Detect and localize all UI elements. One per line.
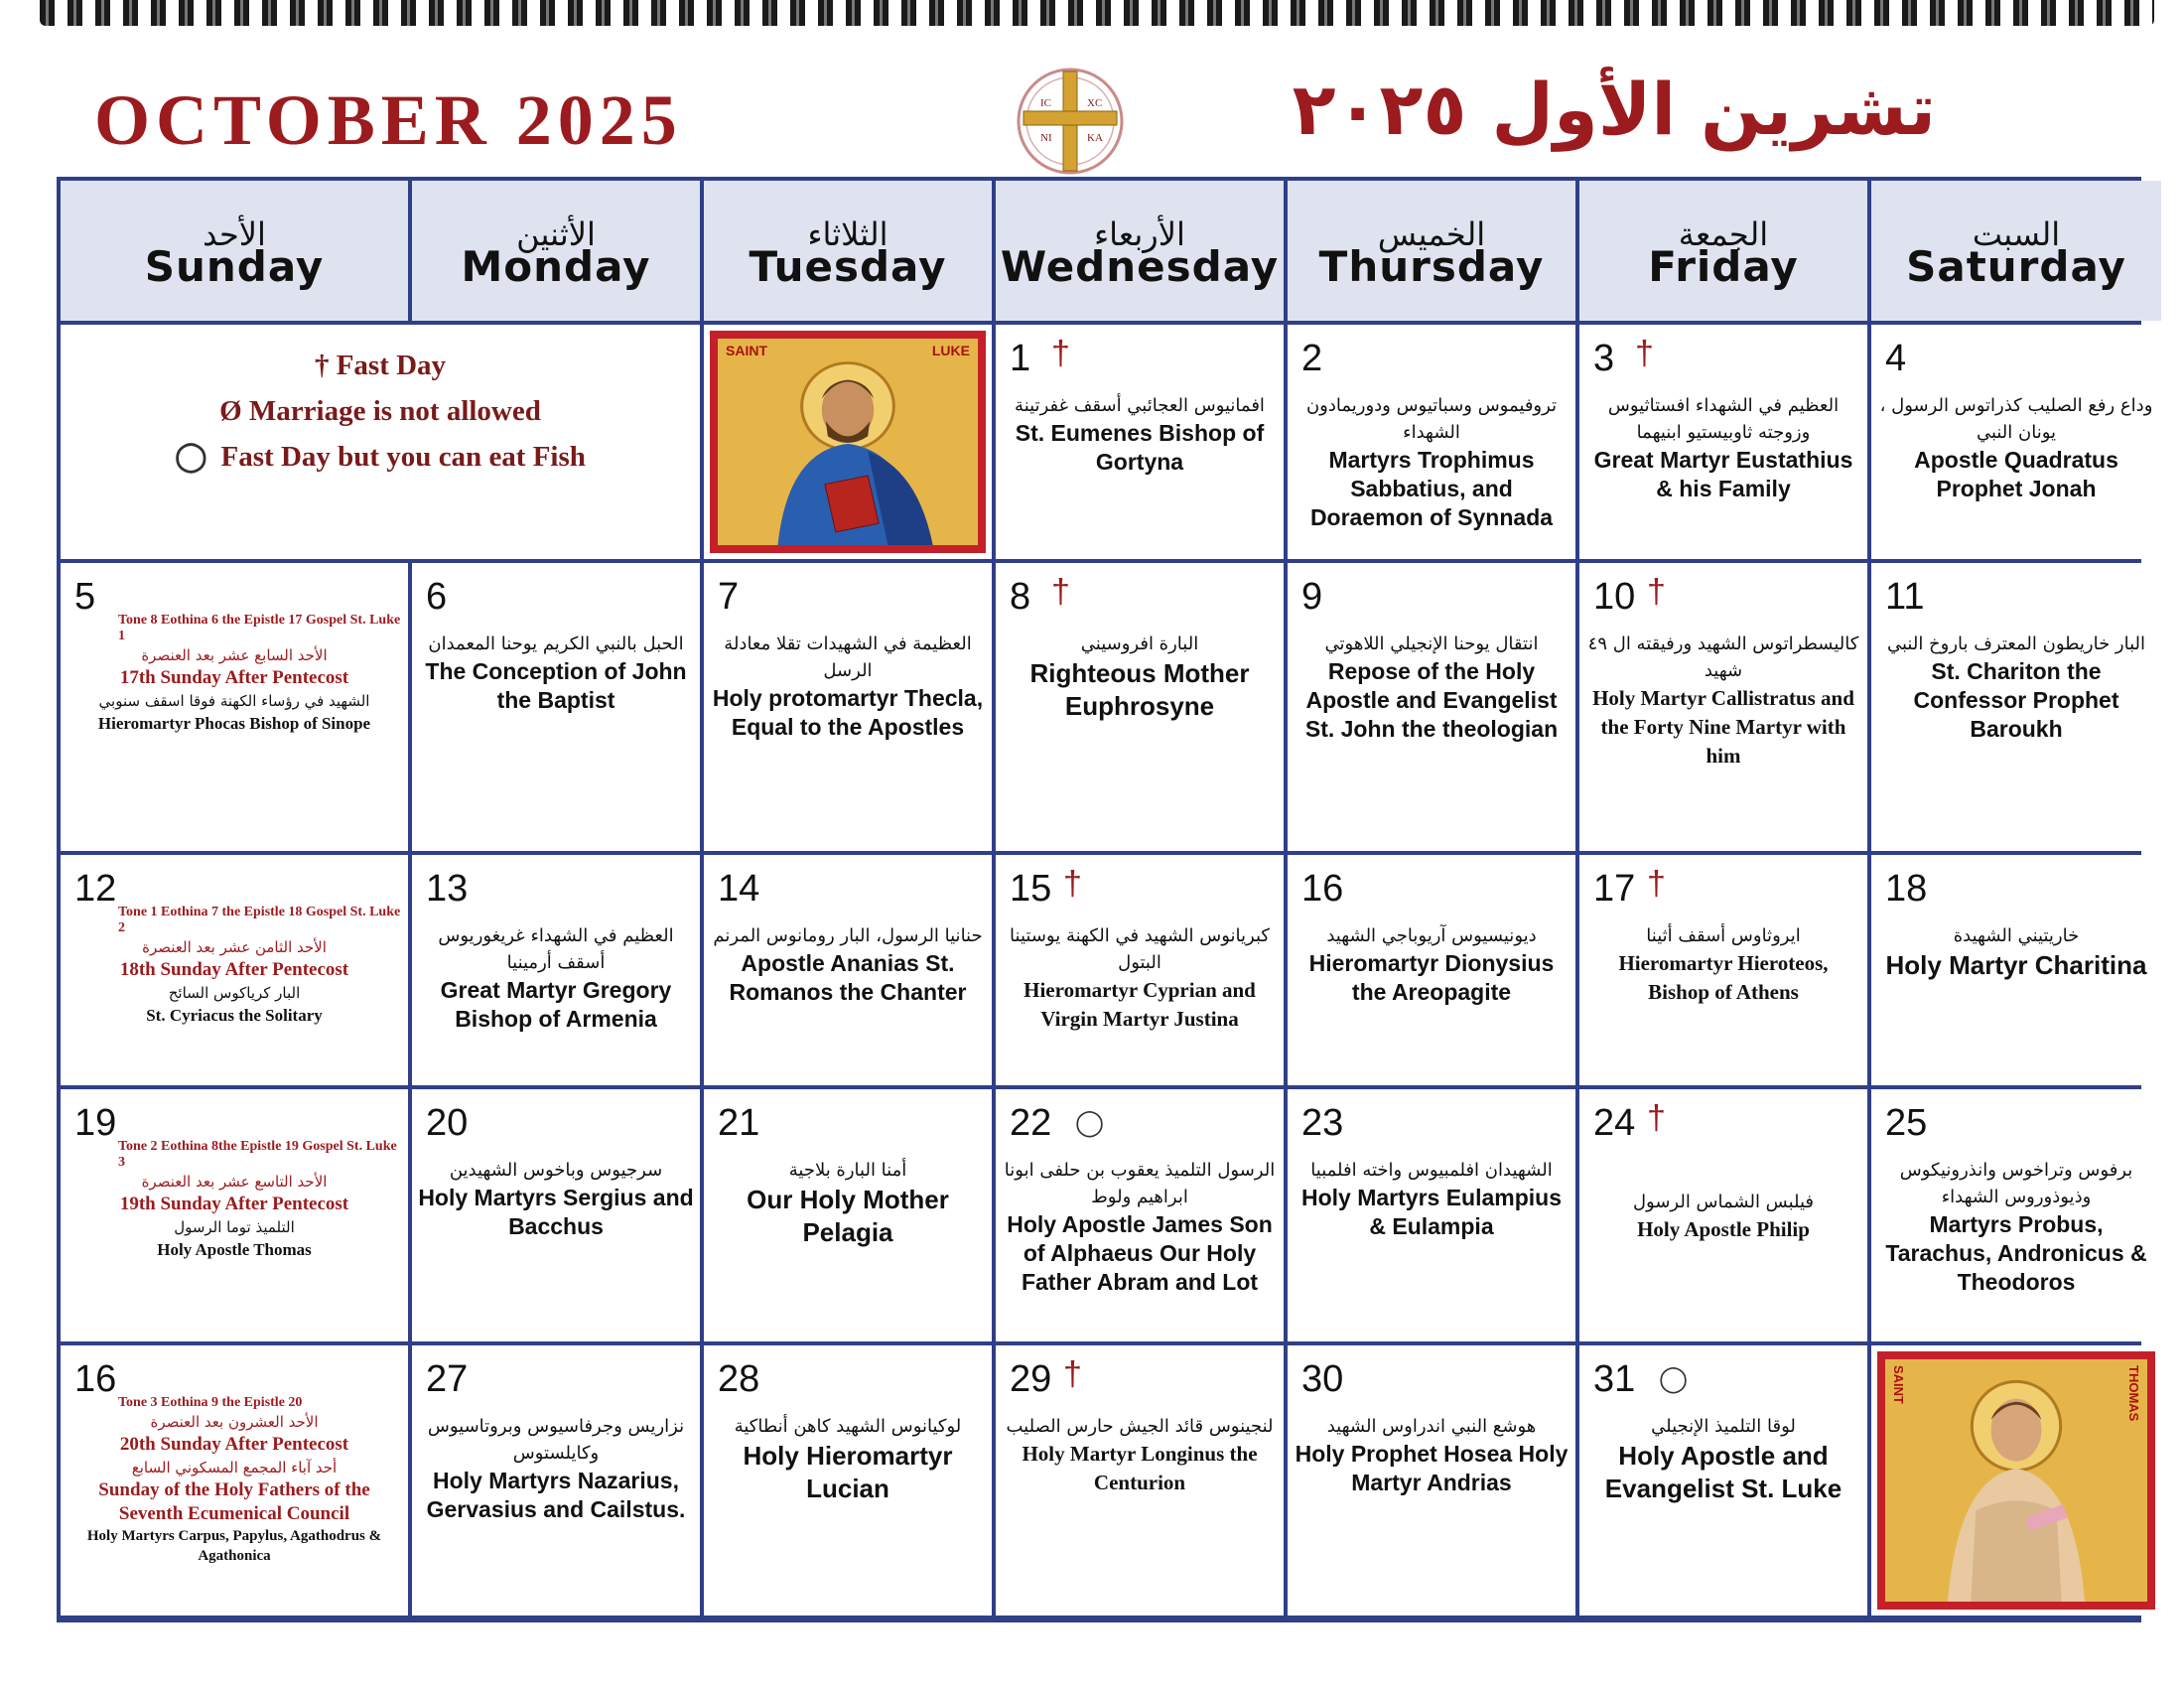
day-english: Holy Apostle and Evangelist St. Luke [1604, 1441, 1843, 1503]
day-english: Hieromartyr Hieroteos, Bishop of Athens [1618, 951, 1829, 1004]
weekday-english: Tuesday [749, 241, 947, 291]
day-cell[interactable] [1579, 1345, 1867, 1616]
day-arabic: كاليسطراتوس الشهيد ورفيقته ال ٤٩ شهيد [1587, 633, 1859, 681]
day-english: Martyrs Probus, Tarachus, Andronicus & Theodoros [1885, 1211, 2147, 1295]
icon-caption: SAINT [726, 343, 767, 358]
emblem-letter: KA [1087, 132, 1103, 144]
day-arabic: تروفيموس وسباتيوس ودوريمادون الشهداء [1305, 395, 1558, 443]
day-english: The Conception of John the Baptist [425, 658, 687, 713]
day-number: 24 [1593, 1102, 1636, 1144]
weekday-arabic: الأثنين [516, 214, 596, 253]
day-english: Holy Martyrs Nazarius, Gervasius and Cailstus. [426, 1468, 686, 1522]
saint-thomas-icon [1871, 1345, 2161, 1616]
sunday-readings: Tone 3 Eothina 9 the Epistle 20 [118, 1395, 303, 1410]
day-number: 14 [718, 868, 760, 910]
legend-box [61, 325, 700, 559]
day-number: 18 [1885, 868, 1928, 910]
day-cell[interactable] [1871, 563, 2161, 851]
weekday-english: Thursday [1318, 241, 1545, 291]
sunday-title: 20th Sunday After Pentecost [119, 1434, 349, 1455]
day-english: Righteous Mother Euphrosyne [1029, 658, 1250, 721]
sunday-cell[interactable] [61, 563, 408, 851]
day-english: Apostle Quadratus Prophet Jonah [1914, 447, 2118, 501]
day-number: 7 [718, 576, 740, 618]
day-english: St. Cyriacus the Solitary [146, 1006, 323, 1025]
day-cell[interactable] [1871, 1089, 2161, 1341]
day-arabic: فيلبس الشماس الرسول [1632, 1192, 1815, 1212]
sunday-title: 18th Sunday After Pentecost [119, 959, 349, 980]
legend-fish [90, 434, 670, 480]
day-arabic: هوشع النبي اندراوس الشهيد [1326, 1416, 1537, 1437]
day-number: 23 [1301, 1102, 1344, 1144]
weekday-header [996, 181, 1284, 321]
day-number: 16 [74, 1358, 117, 1400]
day-cell[interactable] [704, 1089, 992, 1341]
day-number: 21 [718, 1102, 760, 1144]
day-english: Holy Prophet Hosea Holy Martyr Andrias [1295, 1441, 1569, 1495]
day-number: 11 [1885, 576, 1925, 618]
day-arabic: ايروثاوس أسقف أثينا [1646, 925, 1801, 946]
weekday-arabic: السبت [1972, 214, 2061, 253]
day-english: Holy Martyr Charitina [1885, 950, 2147, 980]
day-cell[interactable] [996, 1089, 1284, 1341]
month-title-arabic: تشرين الأول ٢٠٢٥ [1292, 68, 1936, 151]
fast-cross-icon: † [1635, 335, 1654, 372]
day-cell[interactable] [1288, 325, 1575, 559]
weekday-arabic: الخميس [1377, 214, 1486, 253]
day-number: 10 [1593, 576, 1636, 618]
day-cell[interactable] [996, 563, 1284, 851]
weekday-arabic: الجمعة [1678, 214, 1769, 253]
sunday-arabic-title: الأحد السابع عشر بعد العنصرة [141, 646, 328, 664]
day-arabic: سرجيوس وباخوس الشهيدين [449, 1160, 663, 1181]
sunday-title: 17th Sunday After Pentecost [119, 667, 349, 688]
sunday-cell[interactable] [61, 1345, 408, 1616]
day-arabic: لنجينوس قائد الجيش حارس الصليب [1006, 1416, 1274, 1437]
sunday-readings: Tone 8 Eothina 6 the Epistle 17 Gospel St. Luke 1 [118, 613, 401, 643]
day-number: 17 [1593, 868, 1636, 910]
day-english: Martyrs Trophimus Sabbatius, and Doraemon of Synnada [1309, 447, 1554, 530]
day-number: 22 [1010, 1102, 1052, 1144]
day-number: 12 [74, 868, 117, 910]
day-cell[interactable] [1288, 1345, 1575, 1616]
day-english: Holy Hieromartyr Lucian [743, 1441, 953, 1503]
sunday-cell[interactable] [61, 855, 408, 1085]
day-cell[interactable] [1579, 325, 1867, 559]
day-arabic: انتقال يوحنا الإنجيلي اللاهوتي [1324, 633, 1539, 654]
weekday-header [1871, 181, 2161, 321]
emblem-letter: IC [1040, 97, 1051, 109]
day-arabic: خاريتيني الشهيدة [1953, 925, 2080, 946]
weekday-english: Saturday [1906, 241, 2126, 291]
day-english: Holy protomartyr Thecla, Equal to the Apostles [712, 685, 984, 740]
day-number: 4 [1885, 338, 1907, 379]
day-arabic: العظيمة في الشهيدات تقلا معادلة الرسل [724, 633, 972, 681]
day-cell[interactable] [1579, 563, 1867, 851]
day-number: 31 [1593, 1358, 1636, 1400]
day-arabic: كبريانوس الشهيد في الكهنة يوستينا البتول [1010, 925, 1270, 973]
day-cell[interactable] [704, 1345, 992, 1616]
sunday-arabic-title: الأحد التاسع عشر بعد العنصرة [141, 1173, 328, 1191]
day-english: Holy Martyrs Eulampius & Eulampia [1300, 1185, 1563, 1239]
fast-cross-icon: † [1063, 1355, 1082, 1393]
day-english: St. Eumenes Bishop of Gortyna [1015, 420, 1265, 475]
day-cell[interactable] [1288, 563, 1575, 851]
weekday-header [1579, 181, 1867, 321]
sunday-arabic-title: الأحد الثامن عشر بعد العنصرة [142, 938, 327, 956]
day-number: 6 [426, 576, 448, 618]
day-number: 28 [718, 1358, 760, 1400]
emblem-letter: XC [1087, 97, 1103, 109]
weekday-arabic: الأحد [203, 214, 266, 253]
weekday-english: Sunday [144, 241, 325, 291]
fast-cross-icon: † [1063, 865, 1082, 903]
day-arabic: الرسول التلميذ يعقوب بن حلفى ابونا ابراهيم ولوط [1004, 1160, 1276, 1207]
day-english: Holy Martyr Callistratus and the Forty Nine Martyr with him [1592, 686, 1854, 768]
weekday-header [704, 181, 992, 321]
icon-caption: SAINT [1891, 1365, 1906, 1404]
day-arabic: التلميذ توما الرسول [174, 1218, 295, 1236]
weekday-english: Wednesday [1000, 241, 1280, 291]
day-number: 20 [426, 1102, 469, 1144]
day-number: 8 [1010, 576, 1031, 618]
day-arabic: البار خاريطون المعترف باروخ النبي [1886, 633, 2146, 654]
day-number: 25 [1885, 1102, 1928, 1144]
day-number: 2 [1301, 338, 1323, 379]
day-number: 27 [426, 1358, 469, 1400]
fast-cross-icon: † [1051, 573, 1070, 611]
day-number: 16 [1301, 868, 1344, 910]
icon-caption: LUKE [931, 343, 970, 358]
day-arabic: حنانيا الرسول، البار رومانوس المرنم [713, 925, 983, 946]
day-english: Holy Apostle Philip [1637, 1217, 1810, 1241]
weekday-header [412, 181, 700, 321]
day-english: Holy Apostle James Son of Alphaeus Our Holy Father Abram and Lot [1007, 1211, 1273, 1295]
day-number: 29 [1010, 1358, 1052, 1400]
icon-caption: THOMAS [2126, 1365, 2141, 1422]
day-english: Hieromartyr Cyprian and Virgin Martyr Justina [1024, 978, 1256, 1031]
day-arabic: العظيم في الشهداء افستاثيوس وزوجته ثاوبيستيو ابنيهما [1607, 395, 1840, 443]
day-english: Apostle Ananias St. Romanos the Chanter [729, 950, 967, 1005]
day-cell[interactable] [412, 855, 700, 1085]
legend-fast-day: † Fast Day [314, 350, 447, 381]
emblem-letter: NI [1040, 132, 1052, 144]
day-arabic: البارة افروسيني [1080, 633, 1199, 654]
fast-cross-icon: † [1647, 573, 1666, 611]
day-number: 30 [1301, 1358, 1344, 1400]
day-arabic: نزاريس وجرفاسيوس وبروتاسيوس وكايلستوس [427, 1416, 685, 1464]
spiral-binding [40, 0, 2154, 26]
weekday-header [61, 181, 408, 321]
day-english: Holy Martyr Longinus the Centurion [1022, 1442, 1258, 1494]
day-arabic: لوقا التلميذ الإنجيلي [1651, 1416, 1796, 1437]
sunday-cell[interactable] [61, 1089, 408, 1341]
weekday-arabic: الثلاثاء [807, 214, 888, 253]
day-arabic: البار كرياكوس السائح [168, 984, 301, 1002]
day-number: 3 [1593, 338, 1615, 379]
day-arabic: أمنا البارة بلاجية [788, 1160, 907, 1181]
day-english: Hieromartyr Dionysius the Areopagite [1308, 950, 1555, 1005]
day-arabic: الشهيد في رؤساء الكهنة فوقا اسقف سنوبي [98, 692, 370, 710]
weekday-header [1288, 181, 1575, 321]
day-number: 19 [74, 1102, 117, 1144]
day-cell[interactable] [1288, 1089, 1575, 1341]
day-english: Great Martyr Eustathius & his Family [1593, 447, 1853, 501]
day-cell[interactable] [412, 1089, 700, 1341]
cross-emblem-icon [996, 62, 1145, 181]
day-arabic: وداع رفع الصليب كذراتوس الرسول ، يونان النبي [1879, 395, 2153, 443]
day-cell[interactable] [1871, 855, 2161, 1085]
fast-cross-icon: † [1051, 335, 1070, 372]
day-number: 15 [1010, 868, 1052, 910]
day-cell[interactable] [996, 1345, 1284, 1616]
day-number: 9 [1301, 576, 1323, 618]
day-cell[interactable] [704, 855, 992, 1085]
sunday-arabic-feast: أحد آباء المجمع المسكوني السابع [131, 1459, 338, 1477]
day-cell[interactable] [412, 563, 700, 851]
day-arabic: الحبل بالنبي الكريم يوحنا المعمدان [428, 633, 684, 654]
day-cell[interactable] [1579, 855, 1867, 1085]
weekday-arabic: الأربعاء [1094, 214, 1185, 253]
day-arabic: برفوس وتراخوس وانذرونيكوس وذيوذوروس الشهداء [1899, 1160, 2133, 1207]
sunday-feast: Sunday of the Holy Fathers of the Seventh Ecumenical Council [98, 1479, 370, 1524]
fast-cross-icon: † [1647, 865, 1666, 903]
calendar-grid [57, 177, 2153, 1622]
day-english: Holy Apostle Thomas [157, 1240, 312, 1259]
legend-fish-text: Fast Day but you can eat Fish [220, 441, 586, 473]
saint-luke-icon [704, 325, 992, 559]
day-cell[interactable] [704, 563, 992, 851]
day-english: Great Martyr Gregory Bishop of Armenia [440, 977, 672, 1032]
fast-cross-icon: † [1647, 1099, 1666, 1137]
day-english: Hieromartyr Phocas Bishop of Sinope [97, 714, 371, 733]
legend-marriage: Ø Marriage is not allowed [219, 395, 541, 427]
day-arabic: لوكيانوس الشهيد كاهن أنطاكية [734, 1416, 962, 1437]
day-cell[interactable] [1871, 325, 2161, 559]
day-cell[interactable] [996, 325, 1284, 559]
day-english: Holy Martyrs Carpus, Papylus, Agathodrus & Agathonica [86, 1528, 382, 1564]
day-arabic: افمانيوس العجائبي أسقف غفرتينة [1015, 395, 1265, 416]
day-english: Our Holy Mother Pelagia [747, 1185, 949, 1247]
day-arabic: العظيم في الشهداء غريغوريوس أسقف أرمينيا [438, 925, 674, 973]
day-cell[interactable] [1579, 1089, 1867, 1341]
day-number: 1 [1010, 338, 1031, 379]
day-english: Repose of the Holy Apostle and Evangelist St. John the theologian [1304, 658, 1559, 742]
day-number: 13 [426, 868, 469, 910]
sunday-readings: Tone 1 Eothina 7 the Epistle 18 Gospel St. Luke 2 [118, 905, 401, 935]
fish-icon: ◯ [1659, 1363, 1689, 1393]
fish-icon: ◯ [1075, 1107, 1105, 1137]
day-english: Holy Martyrs Sergius and Bacchus [418, 1185, 694, 1239]
day-cell[interactable] [996, 855, 1284, 1085]
sunday-arabic-title: الأحد العشرون بعد العنصرة [150, 1413, 319, 1431]
day-english: St. Chariton the Confessor Prophet Baroukh [1913, 658, 2119, 742]
fish-icon: ◯ [175, 441, 207, 473]
weekday-english: Friday [1648, 241, 1799, 291]
weekday-english: Monday [461, 241, 651, 291]
day-arabic: الشهيدان افلمبيوس واخته افلمبيا [1310, 1160, 1553, 1181]
day-arabic: ديونيسيوس آريوباجي الشهيد [1326, 925, 1537, 946]
sunday-readings: Tone 2 Eothina 8the Epistle 19 Gospel St. Luke 3 [118, 1139, 397, 1170]
sunday-title: 19th Sunday After Pentecost [119, 1194, 349, 1214]
day-cell[interactable] [412, 1345, 700, 1616]
day-number: 5 [74, 576, 96, 618]
day-cell[interactable] [1288, 855, 1575, 1085]
month-title-english: OCTOBER 2025 [94, 80, 683, 160]
